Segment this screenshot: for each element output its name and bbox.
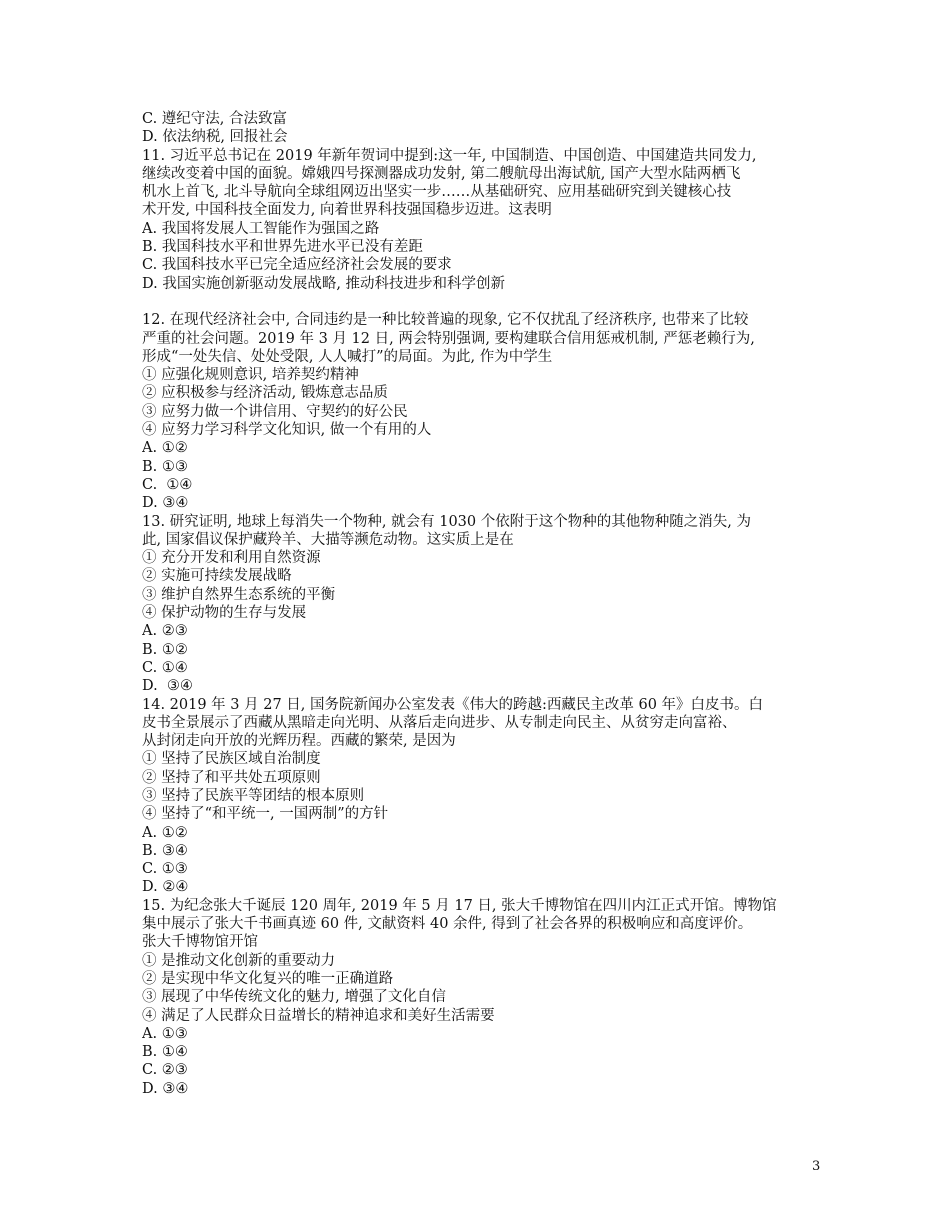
- option-b: B. 我国科技水平和世界先进水平已没有差距: [142, 239, 423, 256]
- question-12: [142, 311, 822, 512]
- option-d: D. 我国实施创新驱动发展战略, 推动科技进步和科学创新: [142, 275, 506, 292]
- option-a: A. ①②: [142, 824, 188, 841]
- question-text: 集中展示了张大千书画真迹 60 件, 文献资料 40 余件, 得到了社会各界的积极响应和高度评价。: [142, 916, 753, 933]
- statement-4: ④ 应努力学习科学文化知识, 做一个有用的人: [142, 422, 432, 439]
- question-text: 皮书全景展示了西藏从黑暗走向光明、从落后走向进步、从专制走向民主、从贫穷走向富裕、: [142, 714, 737, 731]
- statement-2: ② 应积极参与经济活动, 锻炼意志品质: [142, 385, 388, 402]
- page-content: [142, 110, 822, 1098]
- option-b: B. ①②: [142, 641, 188, 658]
- question-14: [142, 696, 822, 897]
- question-13: [142, 513, 822, 696]
- option-c: C. 我国科技水平已完全适应经济社会发展的要求: [142, 257, 452, 274]
- statement-4: ④ 保护动物的生存与发展: [142, 605, 307, 622]
- option-c: C. ①④: [142, 659, 188, 676]
- statement-1: ① 应强化规则意识, 培养契约精神: [142, 367, 359, 384]
- option-a: A. ①③: [142, 1025, 188, 1042]
- question-text: 术开发, 中国科技全面发力, 向着世界科技强国稳步迈进。这表明: [142, 202, 552, 219]
- option-c: C. ②③: [142, 1062, 188, 1079]
- statement-4: ④ 坚持了“和平统一, 一国两制”的方针: [142, 806, 389, 823]
- option-c: C. ①④: [142, 476, 193, 493]
- question-text: 11. 习近平总书记在 2019 年新年贺词中提到:这一年, 中国制造、中国创造、中国建造共同发力,: [142, 147, 757, 164]
- statement-3: ③ 展现了中华传统文化的魅力, 增强了文化自信: [142, 989, 446, 1006]
- statement-4: ④ 满足了人民群众日益增长的精神追求和美好生活需要: [142, 1007, 495, 1024]
- option-d: D. ③④: [142, 495, 189, 512]
- option-d: D. ③④: [142, 1080, 189, 1097]
- question-text: 从封闭走向开放的光辉历程。西藏的繁荣, 是因为: [142, 733, 456, 750]
- option-a: A. ②③: [142, 623, 188, 640]
- option-a: A. ①②: [142, 440, 188, 457]
- question-text: 12. 在现代经济社会中, 合同违约是一种比较普遍的现象, 它不仅扰乱了经济秩序, 也带来了比较: [142, 312, 749, 329]
- statement-1: ① 是推动文化创新的重要动力: [142, 952, 336, 969]
- option-b: B. ③④: [142, 842, 188, 859]
- option-d: D. ②④: [142, 879, 189, 896]
- question-text: 机水上首飞, 北斗导航向全球组网迈出坚实一步……从基础研究、应用基础研究到关键核心技: [142, 184, 732, 201]
- option-c: C. 遵纪守法, 合法致富: [142, 111, 288, 127]
- page-number: 3: [812, 1159, 821, 1174]
- statement-3: ③ 应努力做一个讲信用、守契约的好公民: [142, 403, 408, 420]
- question-text: 继续改变着中国的面貌。嫦娥四号探测器成功发射, 第二艘航母出海试航, 国产大型水陆两栖飞: [142, 165, 741, 182]
- statement-2: ② 坚持了和平共处五项原则: [142, 769, 321, 786]
- statement-1: ① 坚持了民族区域自治制度: [142, 751, 321, 768]
- blank-line: [142, 293, 822, 311]
- option-d: D. 依法纳税, 回报社会: [142, 129, 288, 146]
- statement-3: ③ 坚持了民族平等团结的根本原则: [142, 787, 365, 804]
- statement-1: ① 充分开发和利用自然资源: [142, 550, 321, 567]
- question-text: 此, 国家倡议保护藏羚羊、大描等濒危动物。这实质上是在: [142, 531, 514, 548]
- option-d: D. ③④: [142, 678, 193, 695]
- option-a: A. 我国将发展人工智能作为强国之路: [142, 220, 380, 237]
- question-text: 张大千博物馆开馆: [142, 934, 258, 951]
- question-text: 15. 为纪念张大千诞辰 120 周年, 2019 年 5 月 17 日, 张大千博物馆在四川内江正式开馆。博物馆: [142, 897, 777, 914]
- statement-2: ② 实施可持续发展战略: [142, 568, 292, 585]
- question-text: 13. 研究证明, 地球上每消失一个物种, 就会有 1030 个依附于这个物种的其他物种随之消失, 为: [142, 513, 751, 530]
- option-b: B. ①④: [142, 1044, 188, 1061]
- question-text: 14. 2019 年 3 月 27 日, 国务院新闻办公室发表《伟大的跨越:西藏民主改革 60 年》白皮书。白: [142, 696, 764, 713]
- statement-2: ② 是实现中华文化复兴的唯一正确道路: [142, 970, 394, 987]
- question-15: [142, 897, 822, 1098]
- question-text: 形成“一处失信、处处受限, 人人喊打”的局面。为此, 作为中学生: [142, 348, 553, 365]
- option-b: B. ①③: [142, 458, 188, 475]
- option-c: C. ①③: [142, 861, 188, 878]
- statement-3: ③ 维护自然界生态系统的平衡: [142, 586, 336, 603]
- question-text: 严重的社会问题。2019 年 3 月 12 日, 两会特别强调, 要构建联合信用惩戒机制, 严惩老赖行为,: [142, 330, 755, 347]
- question-11: [142, 147, 822, 293]
- block-options-prev: [142, 110, 822, 147]
